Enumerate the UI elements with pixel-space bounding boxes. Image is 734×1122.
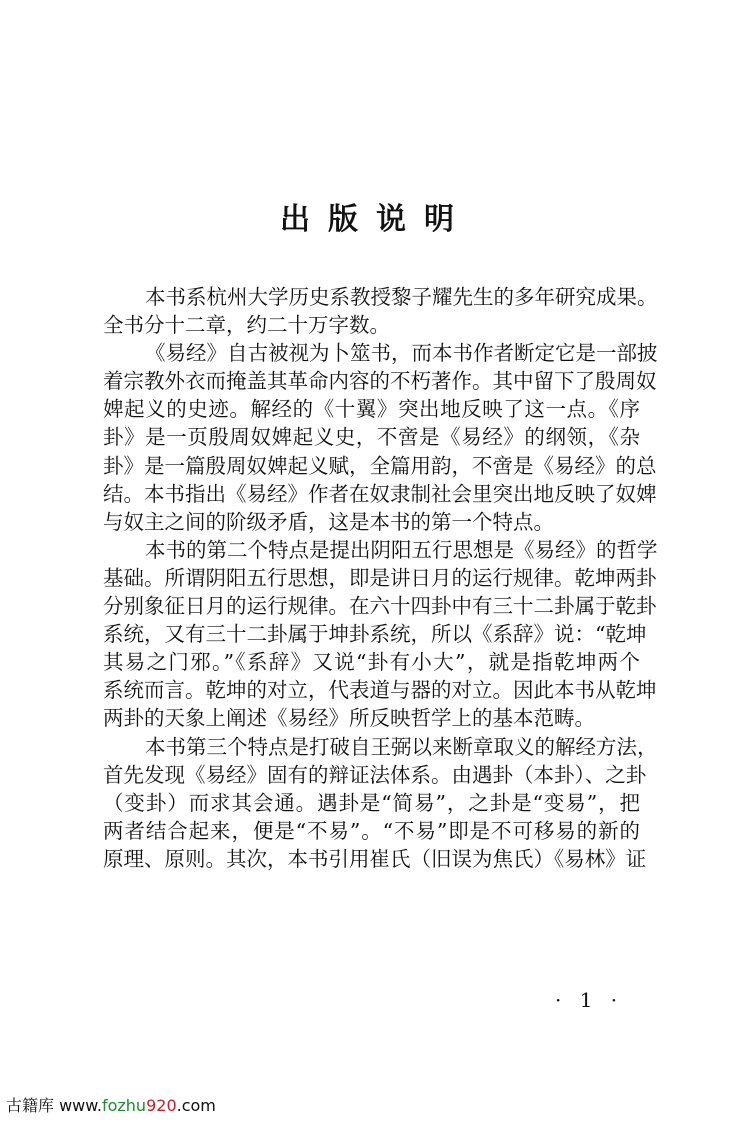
- paragraph-line: 本书的第二个特点是提出阴阳五行思想是《易经》的哲学: [145, 537, 658, 562]
- paragraph-line: （变卦）而求其会通。遇卦是“简易”，之卦是“变易”，把: [103, 790, 640, 815]
- paragraph-line: 《易经》自古被视为卜筮书，而本书作者断定它是一部披: [145, 341, 658, 366]
- paragraph-line: 首先发现《易经》固有的辩证法体系。由遇卦（本卦）、之卦: [103, 762, 647, 787]
- paragraph-line: 全书分十二章，约二十万字数。: [103, 313, 390, 338]
- paragraph-line: 两者结合起来，便是“不易”。“不易”即是不可移易的新的: [103, 818, 640, 843]
- paragraph-line: 两卦的天象上阐述《易经》所反映哲学上的基本范畴。: [103, 706, 595, 731]
- paragraph-line: 着宗教外衣而掩盖其革命内容的不朽著作。其中留下了殷周奴: [103, 369, 657, 394]
- paragraph-line: 与奴主之间的阶级矛盾，这是本书的第一个特点。: [103, 509, 554, 534]
- page-title: 出版说明: [280, 202, 472, 237]
- paragraph-line: 原理、原则。其次，本书引用崔氏（旧误为焦氏）《易林》证: [103, 846, 647, 871]
- paragraph-line: 卦》是一页殷周奴婢起义史，不啻是《易经》的纲领，《杂: [103, 425, 640, 450]
- paragraph-line: 结。本书指出《易经》作者在奴隶制社会里突出地反映了奴婢: [103, 481, 657, 506]
- paragraph-line: 其易之门邪。”《系辞》又说“卦有小大”，就是指乾坤两个: [103, 650, 640, 675]
- watermark-red: 920: [146, 1096, 177, 1115]
- document-body: [103, 283, 658, 873]
- watermark-suffix: .com: [176, 1096, 216, 1115]
- watermark: [6, 1093, 216, 1116]
- watermark-prefix: 古籍库 www.: [6, 1096, 102, 1115]
- paragraph-line: 基础。所谓阴阳五行思想，即是讲日月的运行规律。乾坤两卦: [103, 565, 657, 590]
- paragraph-line: 分别象征日月的运行规律。在六十四卦中有三十二卦属于乾卦: [103, 594, 657, 619]
- paragraph-line: 本书系杭州大学历史系教授黎子耀先生的多年研究成果。: [145, 285, 658, 309]
- paragraph-line: 系统，又有三十二卦属于坤卦系统，所以《系辞》说：“乾坤: [103, 622, 647, 647]
- paragraph-line: 婢起义的史迹。解经的《十翼》突出地反映了这一点。《序: [103, 397, 640, 422]
- page-number: · 1 ·: [555, 988, 624, 1012]
- paragraph-line: 本书第三个特点是打破自王弼以来断章取义的解经方法，: [145, 734, 658, 759]
- watermark-green: fozhu: [101, 1096, 147, 1115]
- paragraph-line: 卦》是一篇殷周奴婢起义赋，全篇用韵，不啻是《易经》的总: [103, 453, 657, 478]
- paragraph-line: 系统而言。乾坤的对立，代表道与器的对立。因此本书从乾坤: [103, 678, 657, 703]
